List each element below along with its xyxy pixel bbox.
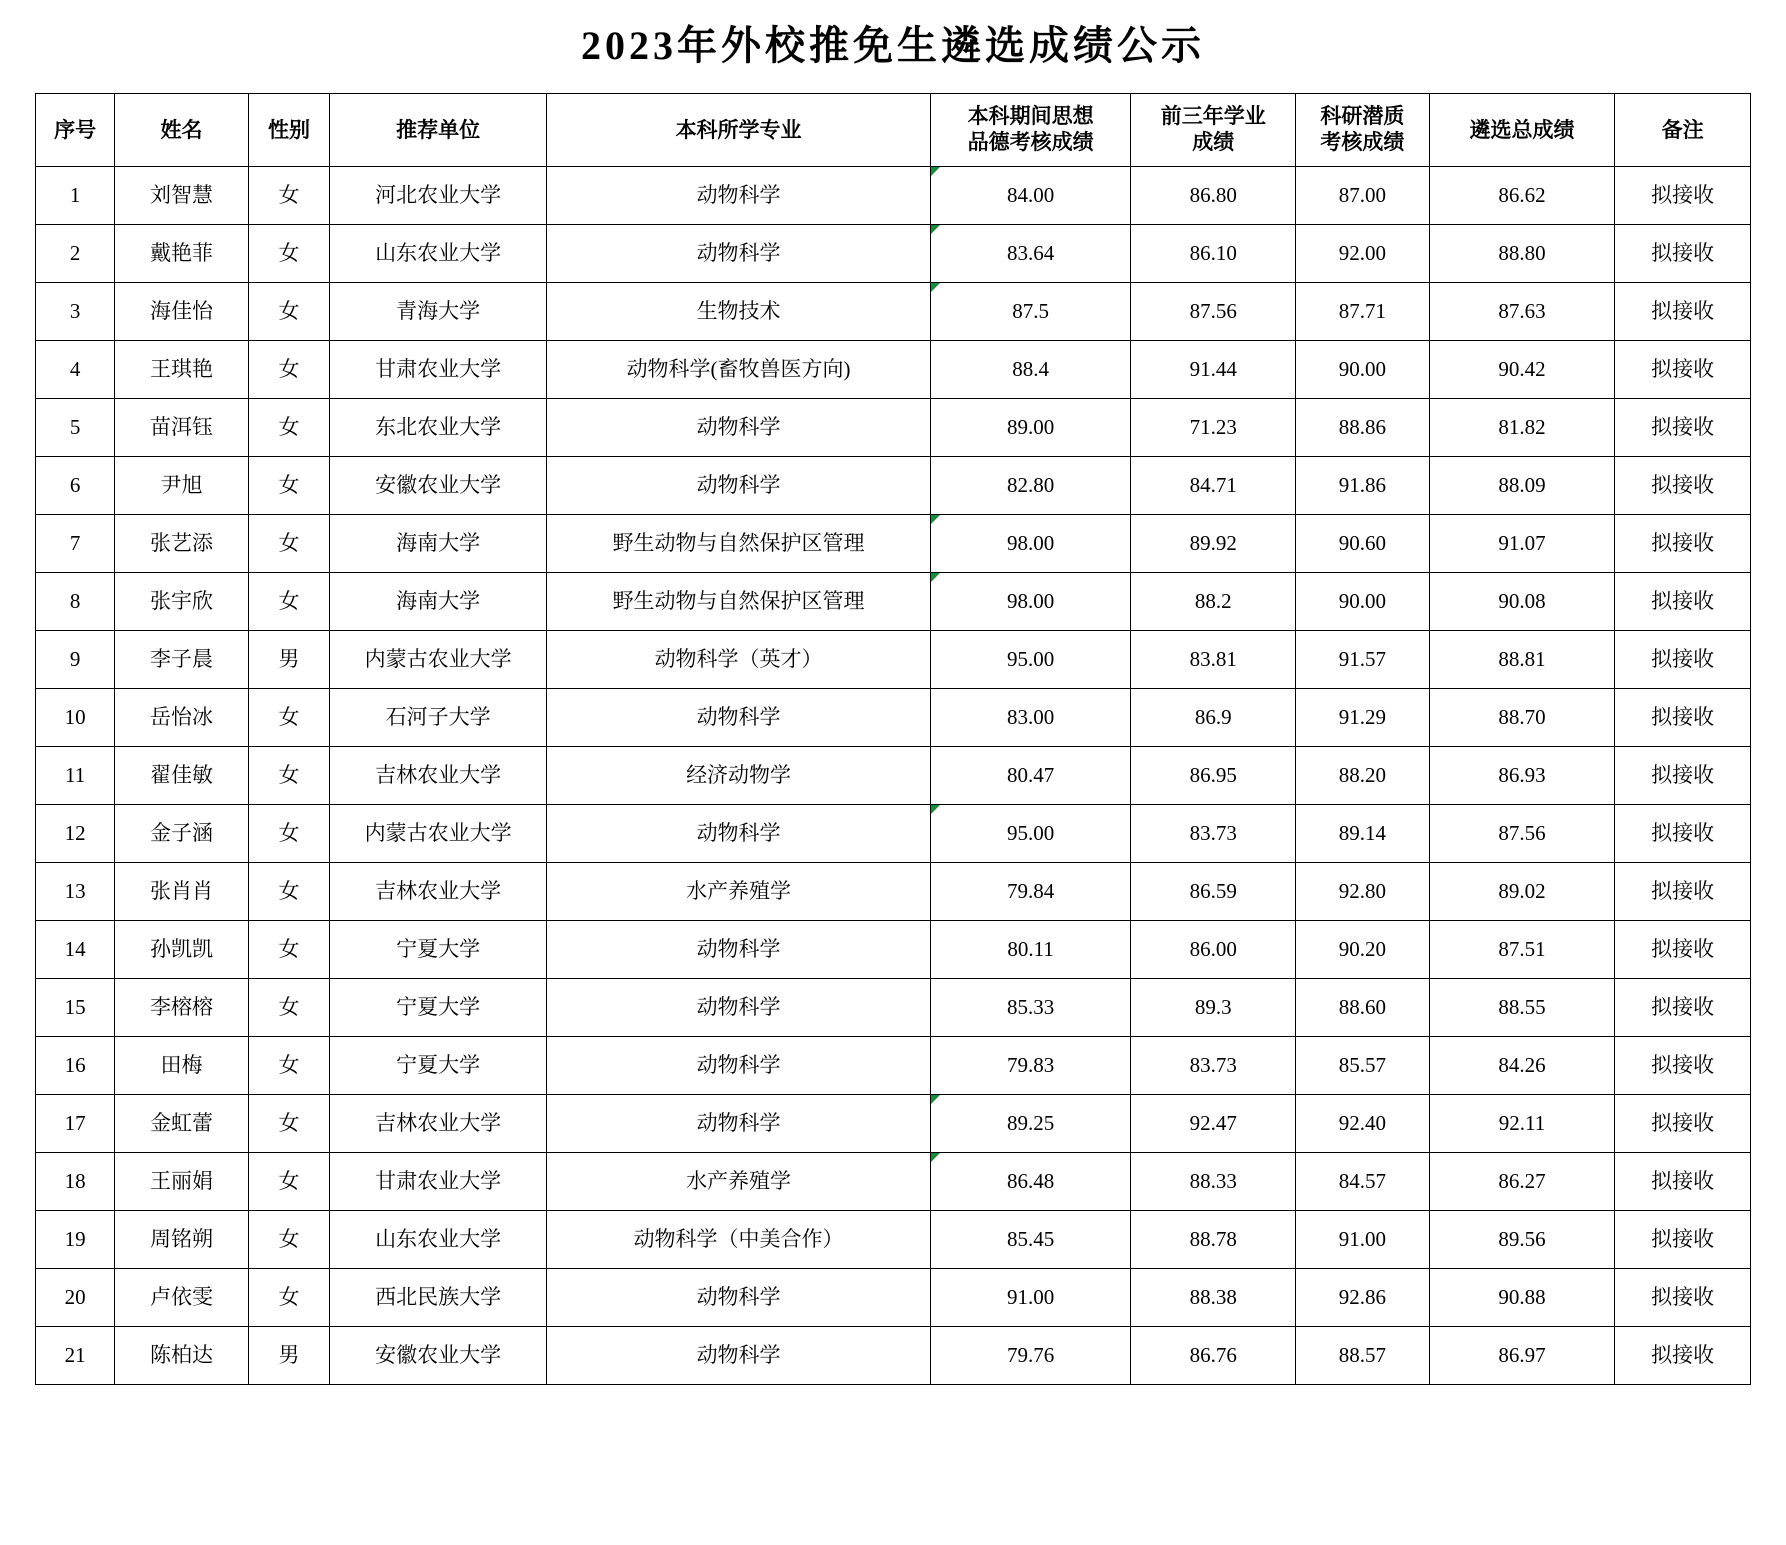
cell-unit: 安徽农业大学 (330, 457, 547, 515)
cell-research-score: 92.86 (1296, 1269, 1430, 1327)
cell-total-score: 88.80 (1429, 225, 1615, 283)
table-body (36, 167, 1751, 1385)
cell-remark: 拟接收 (1615, 1211, 1751, 1269)
cell-major: 动物科学 (547, 805, 931, 863)
cell-name: 田梅 (115, 1037, 249, 1095)
cell-remark: 拟接收 (1615, 399, 1751, 457)
cell-total-score: 84.26 (1429, 1037, 1615, 1095)
cell-index: 7 (36, 515, 115, 573)
cell-gender: 女 (248, 399, 329, 457)
cell-major: 动物科学 (547, 399, 931, 457)
cell-research-score: 88.60 (1296, 979, 1430, 1037)
cell-total-score: 90.88 (1429, 1269, 1615, 1327)
cell-academic-score: 83.73 (1131, 805, 1296, 863)
column-header-moral-score (931, 94, 1131, 167)
cell-research-score: 91.86 (1296, 457, 1430, 515)
cell-name: 卢依雯 (115, 1269, 249, 1327)
cell-remark: 拟接收 (1615, 283, 1751, 341)
column-header-line: 考核成绩 (1320, 130, 1405, 154)
column-header-line: 品德考核成绩 (967, 130, 1094, 154)
cell-name: 王丽娟 (115, 1153, 249, 1211)
cell-moral-score: 89.00 (931, 399, 1131, 457)
cell-major: 动物科学（中美合作） (547, 1211, 931, 1269)
grades-table (35, 93, 1751, 1385)
column-header-name: 姓名 (115, 94, 249, 167)
cell-index: 21 (36, 1327, 115, 1385)
cell-name: 刘智慧 (115, 167, 249, 225)
cell-research-score: 92.00 (1296, 225, 1430, 283)
cell-academic-score: 92.47 (1131, 1095, 1296, 1153)
cell-academic-score: 83.81 (1131, 631, 1296, 689)
cell-name: 张宇欣 (115, 573, 249, 631)
cell-index: 15 (36, 979, 115, 1037)
cell-remark: 拟接收 (1615, 747, 1751, 805)
cell-research-score: 89.14 (1296, 805, 1430, 863)
cell-major: 动物科学 (547, 167, 931, 225)
table-row (36, 689, 1751, 747)
cell-gender: 女 (248, 1037, 329, 1095)
table-row (36, 1269, 1751, 1327)
cell-index: 11 (36, 747, 115, 805)
cell-academic-score: 89.92 (1131, 515, 1296, 573)
cell-research-score: 91.00 (1296, 1211, 1430, 1269)
cell-major: 动物科学 (547, 225, 931, 283)
cell-unit: 安徽农业大学 (330, 1327, 547, 1385)
cell-gender: 女 (248, 1153, 329, 1211)
cell-research-score: 88.57 (1296, 1327, 1430, 1385)
cell-index: 4 (36, 341, 115, 399)
cell-unit: 宁夏大学 (330, 979, 547, 1037)
cell-remark: 拟接收 (1615, 979, 1751, 1037)
column-header-remark: 备注 (1615, 94, 1751, 167)
cell-total-score: 87.51 (1429, 921, 1615, 979)
cell-name: 岳怡冰 (115, 689, 249, 747)
cell-research-score: 84.57 (1296, 1153, 1430, 1211)
cell-name: 金虹蕾 (115, 1095, 249, 1153)
cell-index: 10 (36, 689, 115, 747)
cell-remark: 拟接收 (1615, 341, 1751, 399)
table-row (36, 341, 1751, 399)
cell-moral-score: 79.84 (931, 863, 1131, 921)
table-row (36, 1211, 1751, 1269)
cell-remark: 拟接收 (1615, 1095, 1751, 1153)
cell-index: 18 (36, 1153, 115, 1211)
column-header-line: 科研潜质 (1320, 104, 1405, 129)
cell-index: 3 (36, 283, 115, 341)
cell-research-score: 90.20 (1296, 921, 1430, 979)
column-header-line: 本科期间思想 (967, 104, 1094, 129)
cell-gender: 男 (248, 1327, 329, 1385)
cell-name: 李子晨 (115, 631, 249, 689)
cell-research-score: 91.29 (1296, 689, 1430, 747)
cell-index: 16 (36, 1037, 115, 1095)
cell-gender: 女 (248, 573, 329, 631)
cell-remark: 拟接收 (1615, 1327, 1751, 1385)
cell-total-score: 88.09 (1429, 457, 1615, 515)
cell-remark: 拟接收 (1615, 457, 1751, 515)
cell-gender: 女 (248, 515, 329, 573)
table-row (36, 979, 1751, 1037)
cell-unit: 山东农业大学 (330, 225, 547, 283)
cell-academic-score: 89.3 (1131, 979, 1296, 1037)
cell-moral-score: 88.4 (931, 341, 1131, 399)
cell-gender: 女 (248, 1269, 329, 1327)
cell-unit: 吉林农业大学 (330, 747, 547, 805)
cell-major: 动物科学 (547, 1037, 931, 1095)
table-row (36, 515, 1751, 573)
cell-moral-score: 83.00 (931, 689, 1131, 747)
table-row (36, 1153, 1751, 1211)
cell-name: 戴艳菲 (115, 225, 249, 283)
cell-moral-score: 79.76 (931, 1327, 1131, 1385)
cell-moral-score: 82.80 (931, 457, 1131, 515)
cell-research-score: 87.00 (1296, 167, 1430, 225)
cell-remark: 拟接收 (1615, 1153, 1751, 1211)
cell-total-score: 86.97 (1429, 1327, 1615, 1385)
cell-unit: 甘肃农业大学 (330, 1153, 547, 1211)
cell-index: 1 (36, 167, 115, 225)
table-row (36, 631, 1751, 689)
cell-name: 海佳怡 (115, 283, 249, 341)
cell-gender: 女 (248, 457, 329, 515)
cell-academic-score: 87.56 (1131, 283, 1296, 341)
cell-gender: 女 (248, 921, 329, 979)
cell-academic-score: 88.78 (1131, 1211, 1296, 1269)
cell-index: 20 (36, 1269, 115, 1327)
cell-moral-score: 80.11 (931, 921, 1131, 979)
cell-academic-score: 71.23 (1131, 399, 1296, 457)
cell-remark: 拟接收 (1615, 1037, 1751, 1095)
cell-gender: 女 (248, 805, 329, 863)
cell-research-score: 88.20 (1296, 747, 1430, 805)
cell-remark: 拟接收 (1615, 225, 1751, 283)
cell-moral-score: 95.00 (931, 631, 1131, 689)
column-header-research-score (1296, 94, 1430, 167)
cell-research-score: 90.00 (1296, 341, 1430, 399)
cell-name: 周铭朔 (115, 1211, 249, 1269)
cell-unit: 甘肃农业大学 (330, 341, 547, 399)
cell-index: 13 (36, 863, 115, 921)
cell-total-score: 86.93 (1429, 747, 1615, 805)
cell-moral-score: 84.00 (931, 167, 1131, 225)
cell-total-score: 86.62 (1429, 167, 1615, 225)
column-header-academic-score (1131, 94, 1296, 167)
cell-total-score: 81.82 (1429, 399, 1615, 457)
table-row (36, 1327, 1751, 1385)
cell-major: 动物科学 (547, 457, 931, 515)
cell-name: 王琪艳 (115, 341, 249, 399)
cell-research-score: 85.57 (1296, 1037, 1430, 1095)
cell-total-score: 88.81 (1429, 631, 1615, 689)
cell-gender: 女 (248, 225, 329, 283)
cell-index: 17 (36, 1095, 115, 1153)
table-row (36, 1095, 1751, 1153)
table-row (36, 921, 1751, 979)
cell-name: 翟佳敏 (115, 747, 249, 805)
cell-gender: 女 (248, 283, 329, 341)
cell-total-score: 88.55 (1429, 979, 1615, 1037)
cell-moral-score: 86.48 (931, 1153, 1131, 1211)
cell-academic-score: 86.59 (1131, 863, 1296, 921)
table-row (36, 863, 1751, 921)
cell-total-score: 89.56 (1429, 1211, 1615, 1269)
cell-remark: 拟接收 (1615, 631, 1751, 689)
cell-gender: 女 (248, 979, 329, 1037)
cell-major: 动物科学（英才） (547, 631, 931, 689)
cell-academic-score: 84.71 (1131, 457, 1296, 515)
cell-moral-score: 87.5 (931, 283, 1131, 341)
cell-unit: 宁夏大学 (330, 921, 547, 979)
cell-index: 9 (36, 631, 115, 689)
cell-academic-score: 88.2 (1131, 573, 1296, 631)
cell-remark: 拟接收 (1615, 689, 1751, 747)
cell-total-score: 87.63 (1429, 283, 1615, 341)
cell-total-score: 87.56 (1429, 805, 1615, 863)
cell-gender: 女 (248, 747, 329, 805)
cell-academic-score: 86.00 (1131, 921, 1296, 979)
cell-moral-score: 95.00 (931, 805, 1131, 863)
cell-unit: 吉林农业大学 (330, 1095, 547, 1153)
column-header-line: 前三年学业 (1160, 104, 1266, 129)
table-header-row (36, 94, 1751, 167)
cell-academic-score: 88.33 (1131, 1153, 1296, 1211)
cell-total-score: 92.11 (1429, 1095, 1615, 1153)
cell-academic-score: 86.10 (1131, 225, 1296, 283)
cell-remark: 拟接收 (1615, 515, 1751, 573)
cell-gender: 女 (248, 689, 329, 747)
cell-research-score: 91.57 (1296, 631, 1430, 689)
cell-moral-score: 83.64 (931, 225, 1131, 283)
cell-academic-score: 86.9 (1131, 689, 1296, 747)
cell-index: 19 (36, 1211, 115, 1269)
table-row (36, 167, 1751, 225)
cell-total-score: 90.08 (1429, 573, 1615, 631)
table-row (36, 283, 1751, 341)
cell-major: 水产养殖学 (547, 1153, 931, 1211)
cell-index: 5 (36, 399, 115, 457)
cell-remark: 拟接收 (1615, 805, 1751, 863)
cell-academic-score: 86.76 (1131, 1327, 1296, 1385)
cell-name: 苗洱钰 (115, 399, 249, 457)
cell-remark: 拟接收 (1615, 863, 1751, 921)
cell-moral-score: 91.00 (931, 1269, 1131, 1327)
cell-research-score: 92.40 (1296, 1095, 1430, 1153)
cell-major: 动物科学 (547, 921, 931, 979)
table-row (36, 573, 1751, 631)
cell-unit: 河北农业大学 (330, 167, 547, 225)
cell-academic-score: 83.73 (1131, 1037, 1296, 1095)
cell-major: 动物科学 (547, 979, 931, 1037)
column-header-gender: 性别 (248, 94, 329, 167)
table-row (36, 225, 1751, 283)
cell-major: 生物技术 (547, 283, 931, 341)
table-row (36, 457, 1751, 515)
cell-unit: 山东农业大学 (330, 1211, 547, 1269)
page-title: 2023年外校推免生遴选成绩公示 (581, 23, 1205, 68)
cell-total-score: 89.02 (1429, 863, 1615, 921)
cell-name: 尹旭 (115, 457, 249, 515)
cell-unit: 东北农业大学 (330, 399, 547, 457)
cell-unit: 内蒙古农业大学 (330, 805, 547, 863)
cell-unit: 内蒙古农业大学 (330, 631, 547, 689)
cell-unit: 海南大学 (330, 573, 547, 631)
cell-academic-score: 86.95 (1131, 747, 1296, 805)
cell-unit: 青海大学 (330, 283, 547, 341)
cell-total-score: 86.27 (1429, 1153, 1615, 1211)
cell-academic-score: 86.80 (1131, 167, 1296, 225)
cell-major: 动物科学 (547, 1269, 931, 1327)
cell-name: 孙凯凯 (115, 921, 249, 979)
cell-remark: 拟接收 (1615, 921, 1751, 979)
table-row (36, 805, 1751, 863)
column-header-index: 序号 (36, 94, 115, 167)
cell-research-score: 88.86 (1296, 399, 1430, 457)
cell-unit: 宁夏大学 (330, 1037, 547, 1095)
cell-academic-score: 88.38 (1131, 1269, 1296, 1327)
table-row (36, 1037, 1751, 1095)
cell-academic-score: 91.44 (1131, 341, 1296, 399)
cell-research-score: 92.80 (1296, 863, 1430, 921)
cell-index: 12 (36, 805, 115, 863)
cell-moral-score: 80.47 (931, 747, 1131, 805)
column-header-major: 本科所学专业 (547, 94, 931, 167)
cell-name: 张肖肖 (115, 863, 249, 921)
cell-name: 陈柏达 (115, 1327, 249, 1385)
cell-gender: 女 (248, 863, 329, 921)
cell-major: 经济动物学 (547, 747, 931, 805)
cell-major: 野生动物与自然保护区管理 (547, 573, 931, 631)
cell-index: 2 (36, 225, 115, 283)
column-header-unit: 推荐单位 (330, 94, 547, 167)
cell-remark: 拟接收 (1615, 1269, 1751, 1327)
cell-moral-score: 85.33 (931, 979, 1131, 1037)
cell-moral-score: 89.25 (931, 1095, 1131, 1153)
cell-gender: 女 (248, 1211, 329, 1269)
cell-gender: 女 (248, 341, 329, 399)
cell-gender: 女 (248, 1095, 329, 1153)
cell-remark: 拟接收 (1615, 167, 1751, 225)
cell-gender: 男 (248, 631, 329, 689)
cell-research-score: 90.00 (1296, 573, 1430, 631)
cell-unit: 吉林农业大学 (330, 863, 547, 921)
cell-unit: 西北民族大学 (330, 1269, 547, 1327)
cell-moral-score: 79.83 (931, 1037, 1131, 1095)
cell-major: 动物科学 (547, 689, 931, 747)
cell-research-score: 90.60 (1296, 515, 1430, 573)
cell-moral-score: 85.45 (931, 1211, 1131, 1269)
cell-index: 14 (36, 921, 115, 979)
column-header-total-score: 遴选总成绩 (1429, 94, 1615, 167)
cell-major: 动物科学 (547, 1095, 931, 1153)
cell-total-score: 91.07 (1429, 515, 1615, 573)
cell-name: 李榕榕 (115, 979, 249, 1037)
table-header (36, 94, 1751, 167)
cell-unit: 海南大学 (330, 515, 547, 573)
cell-major: 动物科学(畜牧兽医方向) (547, 341, 931, 399)
cell-name: 金子涵 (115, 805, 249, 863)
cell-index: 6 (36, 457, 115, 515)
cell-unit: 石河子大学 (330, 689, 547, 747)
cell-name: 张艺添 (115, 515, 249, 573)
cell-research-score: 87.71 (1296, 283, 1430, 341)
cell-major: 动物科学 (547, 1327, 931, 1385)
cell-remark: 拟接收 (1615, 573, 1751, 631)
table-row (36, 747, 1751, 805)
cell-total-score: 90.42 (1429, 341, 1615, 399)
cell-moral-score: 98.00 (931, 573, 1131, 631)
cell-moral-score: 98.00 (931, 515, 1131, 573)
column-header-line: 成绩 (1192, 130, 1235, 154)
cell-total-score: 88.70 (1429, 689, 1615, 747)
cell-major: 野生动物与自然保护区管理 (547, 515, 931, 573)
cell-gender: 女 (248, 167, 329, 225)
cell-major: 水产养殖学 (547, 863, 931, 921)
table-row (36, 399, 1751, 457)
cell-index: 8 (36, 573, 115, 631)
